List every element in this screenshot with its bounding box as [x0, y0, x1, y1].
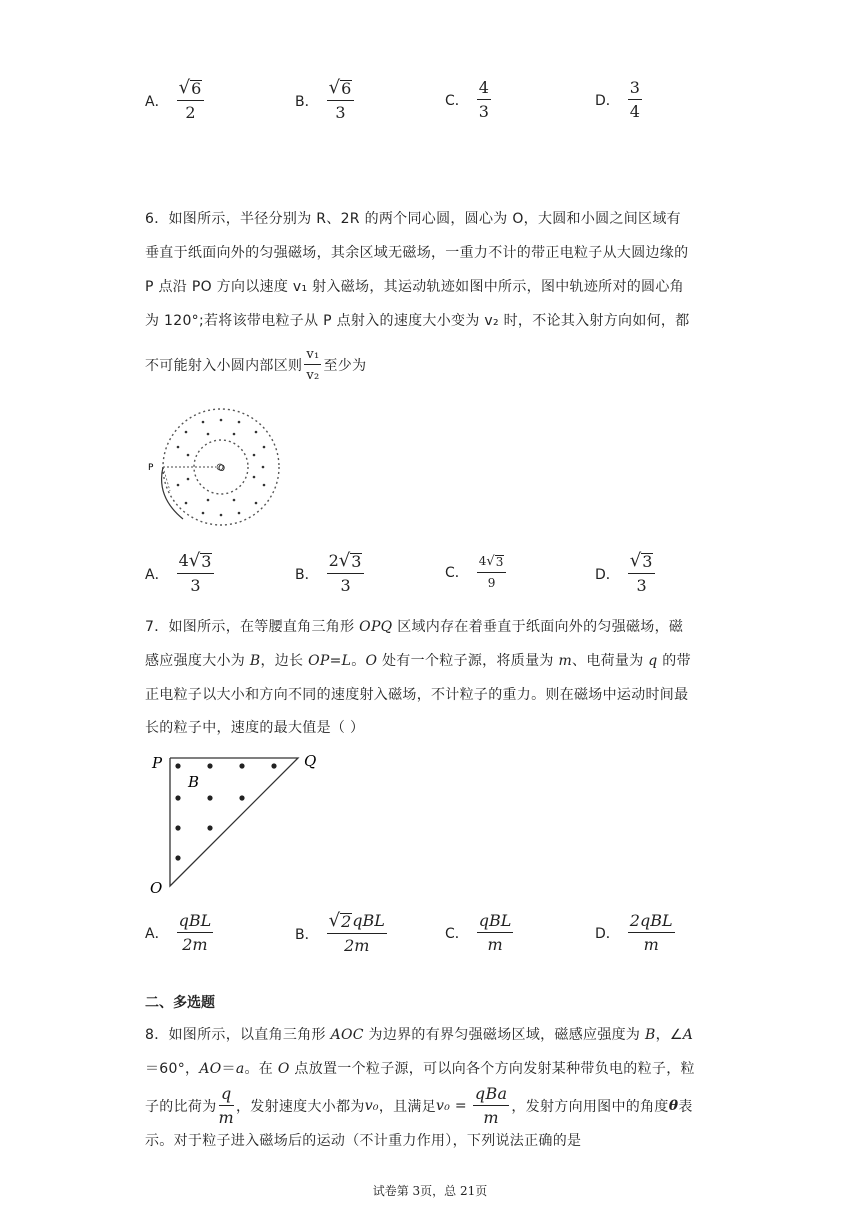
q5-option-d	[595, 80, 642, 120]
q6-line-1: 6．如图所示，半径分别为 R、2R 的两个同心圆，圆心为 O，大圆和小圆之间区域有	[145, 211, 681, 227]
option-label: B．	[295, 926, 319, 943]
text: 。在	[244, 1061, 278, 1077]
label-q: Q	[304, 752, 317, 770]
text: ，∠	[655, 1027, 683, 1043]
option-label: C．	[445, 93, 469, 109]
fraction	[477, 80, 491, 120]
text: ，发射方向用图中的角度	[511, 1099, 669, 1115]
text: 的带	[657, 653, 691, 669]
numerator: qBL	[477, 913, 514, 933]
radicand: 3	[642, 552, 653, 571]
denominator: m	[643, 935, 659, 954]
text: 处有一个粒子源，将质量为	[377, 653, 559, 669]
label-b: B	[188, 773, 200, 791]
label-o: O	[150, 879, 163, 897]
numerator: q	[219, 1086, 234, 1106]
radicand: 6	[191, 79, 202, 98]
radicand: 2	[341, 912, 352, 931]
fraction	[628, 80, 642, 120]
radicand: 3	[201, 552, 212, 571]
text: 、电荷量为	[572, 653, 649, 669]
label-p: P	[152, 754, 163, 772]
math: OPQ	[359, 619, 393, 635]
denominator: 3	[478, 102, 489, 121]
denominator: m	[483, 1108, 499, 1127]
q7-line-4: 长的粒子中，速度的最大值是（ ）	[145, 720, 365, 736]
fraction: 4 √ 3 9	[477, 555, 507, 589]
text: 表	[678, 1099, 693, 1115]
q8-line-4: 示。对于粒子进入磁场后的运动（不计重力作用），下列说法正确的是	[145, 1133, 582, 1149]
triangle-opq-figure	[148, 748, 328, 898]
math: v₀	[364, 1098, 379, 1114]
text: ＝60°，	[145, 1061, 200, 1077]
text: 区域内存在着垂直于纸面向外的匀强磁场，磁	[392, 619, 684, 635]
text: 子的比荷为	[145, 1099, 217, 1115]
denominator: 3	[190, 576, 201, 595]
q7-option-a	[145, 913, 213, 953]
text: ，边长	[260, 653, 309, 669]
q6-option-b	[295, 550, 364, 595]
denominator: m	[218, 1108, 234, 1127]
numerator: qBa	[473, 1086, 509, 1106]
radicand: 3	[495, 555, 504, 569]
fraction	[477, 913, 514, 953]
math: m	[558, 653, 573, 669]
coef: 4	[178, 551, 189, 570]
numerator: v₁	[304, 348, 321, 365]
option-label: A．	[145, 93, 169, 110]
numerator: 4	[477, 80, 491, 100]
q6-line-5	[145, 348, 366, 382]
coef: 2	[328, 551, 339, 570]
q6-line-2: 垂直于纸面向外的匀强磁场，其余区域无磁场，一重力不计的带正电粒子从大圆边缘的	[145, 245, 689, 261]
denominator: 2m	[344, 936, 370, 955]
denominator: 4	[629, 102, 640, 121]
denominator: 2m	[182, 935, 208, 954]
math: B	[249, 653, 261, 669]
text: ，且满足	[378, 1099, 437, 1115]
denominator: 9	[487, 576, 496, 590]
text: 8．如图所示，以直角三角形	[145, 1027, 331, 1043]
fraction	[177, 913, 214, 953]
math: AO	[199, 1061, 222, 1077]
numerator: qBL	[177, 913, 214, 933]
page-footer: 试卷第 3页，总 21页	[372, 1184, 488, 1198]
denominator: v₂	[306, 368, 320, 383]
text: ＝	[221, 1061, 236, 1077]
option-label: B．	[295, 93, 319, 110]
text: 。	[351, 653, 366, 669]
option-label: D．	[595, 93, 620, 109]
q7-line-1	[145, 616, 683, 636]
radicand: 3	[351, 552, 362, 571]
denominator: 3	[340, 576, 351, 595]
numerator-rest: qBL	[352, 911, 385, 930]
option-label: A．	[145, 926, 169, 942]
q6-line-5-post: 至少为	[323, 358, 367, 374]
fraction: 4 √ 3 3	[177, 553, 215, 594]
q5-option-a	[145, 77, 204, 122]
numerator: 3	[628, 80, 642, 100]
fraction: √ 2 qBL 2m	[328, 910, 385, 955]
denominator: 2	[185, 103, 196, 122]
text: ，发射速度大小都为	[235, 1099, 365, 1115]
concentric-circles-figure	[148, 407, 280, 535]
math: B	[644, 1027, 656, 1043]
section-heading: 二、多选题	[145, 995, 215, 1011]
math: q	[648, 653, 658, 669]
numerator: 2qBL	[628, 913, 675, 933]
math: A	[682, 1027, 694, 1043]
q6-line-3: P 点沿 PO 方向以速度 v₁ 射入磁场，其运动轨迹如图中所示，图中轨迹所对的圆心角	[145, 279, 684, 295]
q7-option-b	[295, 910, 387, 955]
radicand: 6	[341, 79, 352, 98]
q6-option-a	[145, 550, 214, 595]
text: 感应强度大小为	[145, 653, 250, 669]
text: 7．如图所示，在等腰直角三角形	[145, 619, 360, 635]
q8-line-2	[145, 1058, 695, 1078]
option-label: D．	[595, 566, 620, 583]
fraction: √ 3 3	[628, 553, 656, 594]
denominator: 3	[335, 103, 346, 122]
q5-option-c	[445, 80, 491, 120]
label-o: O	[218, 464, 226, 474]
q6-option-d	[595, 550, 655, 595]
option-label: C．	[445, 565, 469, 581]
q6-option-c	[445, 555, 506, 589]
velocity-fraction	[473, 1086, 509, 1126]
q7-line-2	[145, 650, 691, 670]
q8-line-3	[145, 1086, 693, 1126]
fraction: √ 6 3	[327, 80, 355, 121]
charge-mass-fraction	[219, 1086, 234, 1126]
coef: 4	[478, 554, 487, 568]
fraction: 2 √ 3 3	[327, 553, 365, 594]
math: O	[365, 653, 378, 669]
q8-line-1	[145, 1024, 693, 1044]
math: AOC	[330, 1027, 364, 1043]
denominator: m	[487, 935, 503, 954]
math: OP=L	[308, 653, 352, 669]
q6-line-4: 为 120°;若将该带电粒子从 P 点射入的速度大小变为 v₂ 时，不论其入射方向如何，都	[145, 313, 690, 329]
math: O	[277, 1061, 290, 1077]
option-label: A．	[145, 566, 169, 583]
v-ratio-fraction	[304, 348, 321, 382]
denominator: 3	[636, 576, 647, 595]
math: v₀ =	[436, 1098, 467, 1114]
fraction	[628, 913, 675, 953]
q7-line-3: 正电粒子以大小和方向不同的速度射入磁场，不计粒子的重力。则在磁场中运动时间最	[145, 687, 689, 703]
text: 为边界的有界匀强磁场区域，磁感应强度为	[363, 1027, 645, 1043]
q7-option-c	[445, 913, 513, 953]
q6-line-5-pre: 不可能射入小圆内部区则	[145, 358, 303, 374]
q5-option-b	[295, 77, 354, 122]
fraction: √ 6 2	[177, 80, 205, 121]
option-label: D．	[595, 926, 620, 942]
option-label: C．	[445, 926, 469, 942]
option-label: B．	[295, 566, 319, 583]
text: 点放置一个粒子源，可以向各个方向发射某种带负电的粒子，粒	[289, 1061, 695, 1077]
math: a	[235, 1061, 245, 1077]
math: θ	[668, 1098, 679, 1114]
label-p: P	[148, 463, 154, 473]
q7-option-d	[595, 913, 675, 953]
